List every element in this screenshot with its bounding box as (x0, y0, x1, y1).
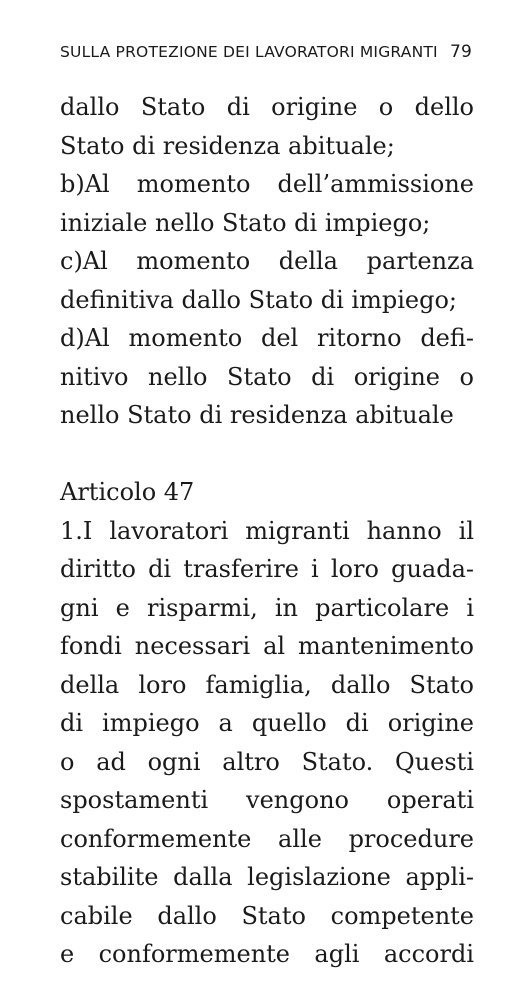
text-line: diritto di trasferire i loro guada- (60, 555, 474, 583)
text-line: della loro famiglia, dallo Stato (60, 670, 474, 699)
article-paragraph (60, 512, 474, 974)
page-number: 79 (449, 42, 472, 62)
text-line: b)Al momento dell’ammissione (60, 170, 474, 198)
text-line: definitiva dallo Stato di impiego; (60, 285, 457, 314)
text-line: di impiego a quello di origine (60, 709, 474, 737)
text-line: e conformemente agli accordi (60, 940, 474, 968)
text-line: d)Al momento del ritorno defi- (60, 324, 474, 352)
text-line: spostamenti vengono operati (60, 786, 474, 814)
text-line: stabilite dalla legislazione appli- (60, 863, 474, 891)
text-line: iniziale nello Stato di impiego; (60, 208, 431, 237)
text-line: 1.I lavoratori migranti hanno il (60, 516, 474, 545)
text-line: o ad ogni altro Stato. Questi (60, 747, 474, 776)
text-line: dallo Stato di origine o dello (60, 93, 474, 121)
text-line: nello Stato di residenza abituale (60, 401, 454, 429)
running-header (60, 38, 472, 66)
paragraph-list-items (60, 88, 474, 435)
paragraph-gap (60, 435, 474, 474)
running-title: SULLA PROTEZIONE DEI LAVORATORI MIGRANTI (60, 43, 438, 61)
text-line: nitivo nello Stato di origine o (60, 362, 474, 391)
text-line: conformemente alle procedure (60, 824, 474, 853)
text-line: cabile dallo Stato competente (60, 901, 474, 930)
text-line: c)Al momento della partenza (60, 247, 474, 275)
text-line: gni e risparmi, in particolare i (60, 593, 474, 622)
body-text (60, 88, 474, 974)
text-line: fondi necessari al mantenimento (60, 632, 474, 660)
article-heading: Articolo 47 (60, 478, 195, 506)
text-line: Stato di residenza abituale; (60, 131, 395, 160)
